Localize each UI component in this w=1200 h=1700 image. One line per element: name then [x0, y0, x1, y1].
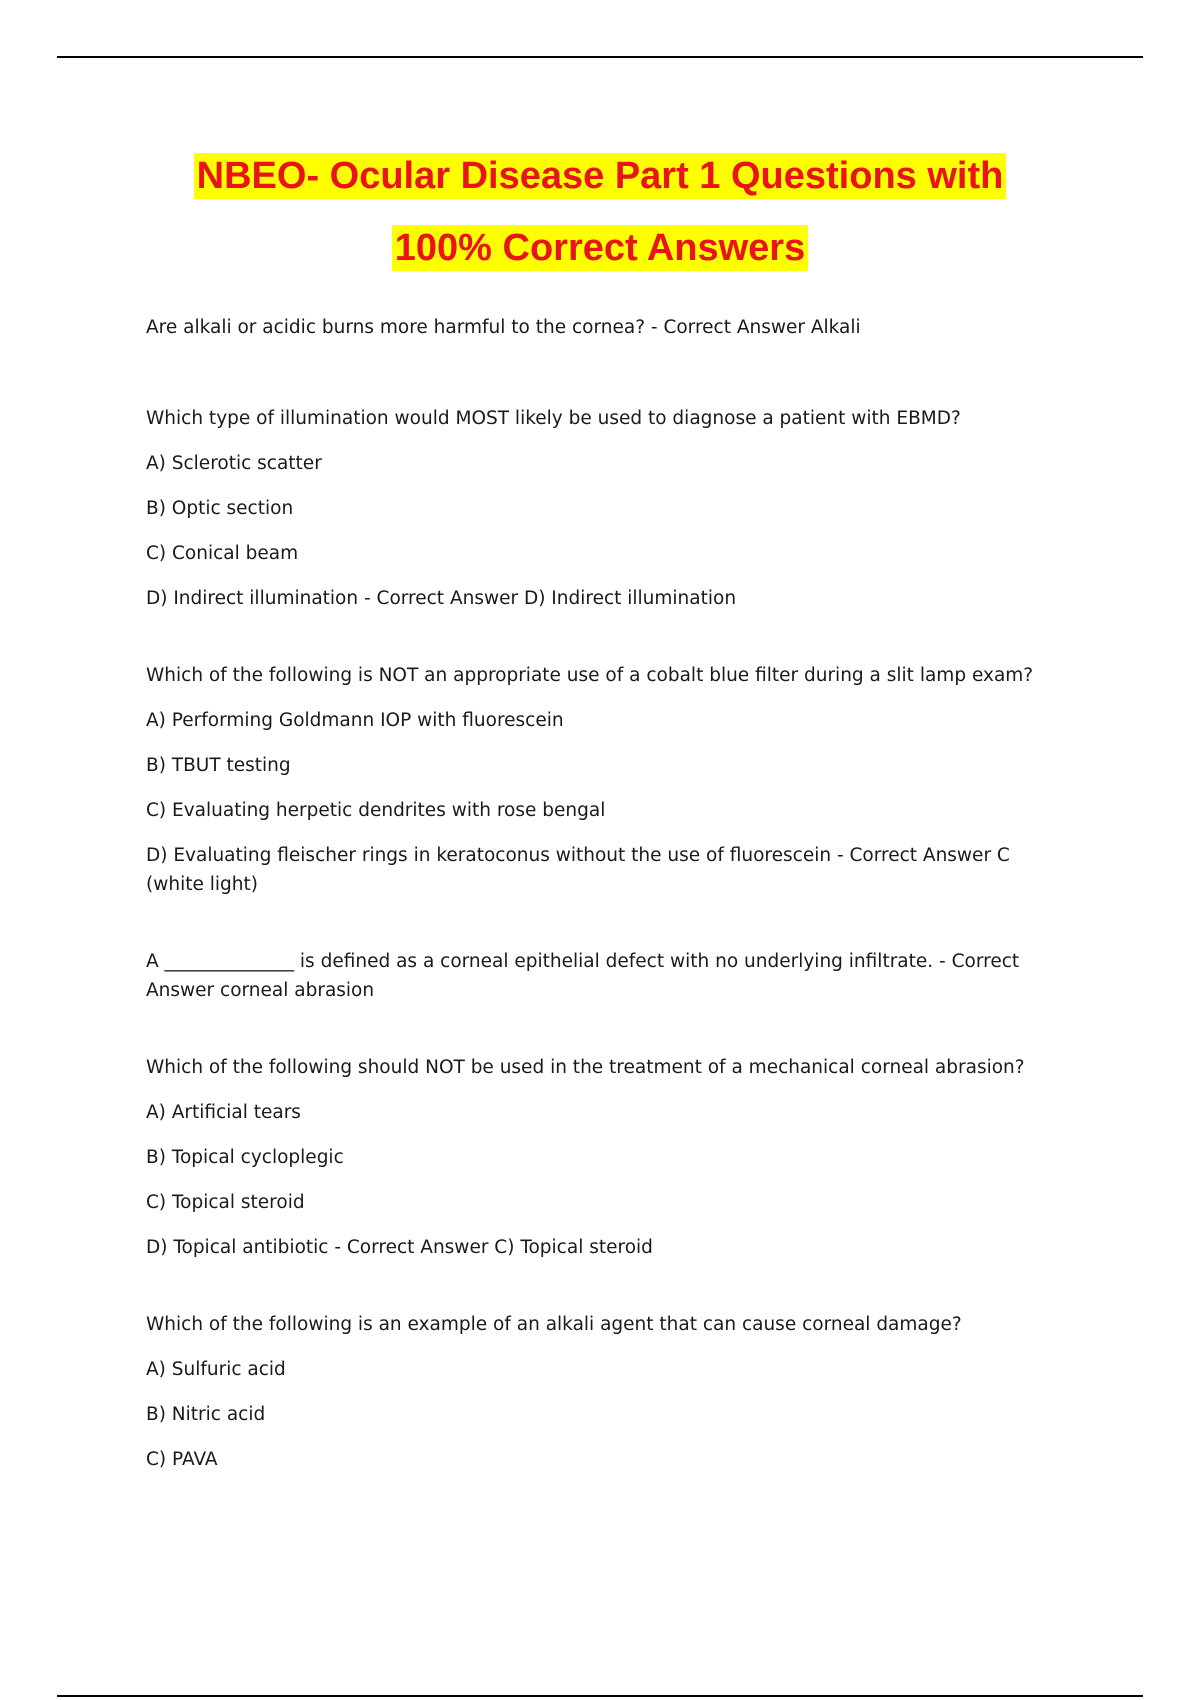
question-5-option-a: A) Artificial tears: [146, 1102, 301, 1123]
question-3-text: Which of the following is NOT an appropriate use of a cobalt blue filter during a slit lamp exam?: [146, 665, 1034, 686]
document-body: [146, 313, 1046, 1522]
question-2-text: Which type of illumination would MOST likely be used to diagnose a patient with EBMD?: [146, 408, 961, 429]
question-5-option-d: D) Topical antibiotic - Correct Answer C) Topical steroid: [146, 1237, 653, 1258]
question-4-text: A ______________ is defined as a corneal epithelial defect with no underlying infiltrate. - Correct Answer corneal abrasion: [146, 951, 1020, 1001]
question-3-option-a: A) Performing Goldmann IOP with fluorescein: [146, 710, 564, 731]
question-3-option-b: B) TBUT testing: [146, 755, 291, 776]
question-1-text: Are alkali or acidic burns more harmful to the cornea? - Correct Answer Alkali: [146, 317, 861, 338]
question-5-option-c: C) Topical steroid: [146, 1192, 305, 1213]
question-6-option-b: B) Nitric acid: [146, 1404, 266, 1425]
question-6-option-a: A) Sulfuric acid: [146, 1359, 286, 1380]
question-6-option-c: C) PAVA: [146, 1449, 218, 1470]
title-line-1: NBEO- Ocular Disease Part 1 Questions with: [194, 153, 1007, 199]
question-2-option-a: A) Sclerotic scatter: [146, 453, 322, 474]
question-block-5: [146, 1053, 1046, 1262]
title-line-2: 100% Correct Answers: [392, 225, 808, 271]
question-6-text: Which of the following is an example of an alkali agent that can cause corneal damage?: [146, 1314, 962, 1335]
question-block-3: [146, 661, 1046, 899]
question-2-option-c: C) Conical beam: [146, 543, 299, 564]
question-2-option-b: B) Optic section: [146, 498, 294, 519]
question-3-option-c: C) Evaluating herpetic dendrites with rose bengal: [146, 800, 606, 821]
question-3-option-d: D) Evaluating fleischer rings in keratoconus without the use of fluorescein - Correct Answer C (white light): [146, 845, 1010, 895]
question-block-1: [146, 313, 1046, 342]
question-5-option-b: B) Topical cycloplegic: [146, 1147, 344, 1168]
document-title: [100, 140, 1100, 284]
question-5-text: Which of the following should NOT be used in the treatment of a mechanical corneal abrasion?: [146, 1057, 1025, 1078]
question-block-4: [146, 947, 1046, 1005]
top-rule: [57, 56, 1143, 58]
question-block-6: [146, 1310, 1046, 1474]
question-2-option-d: D) Indirect illumination - Correct Answer D) Indirect illumination: [146, 588, 737, 609]
question-block-2: [146, 404, 1046, 613]
bottom-rule: [57, 1695, 1143, 1697]
